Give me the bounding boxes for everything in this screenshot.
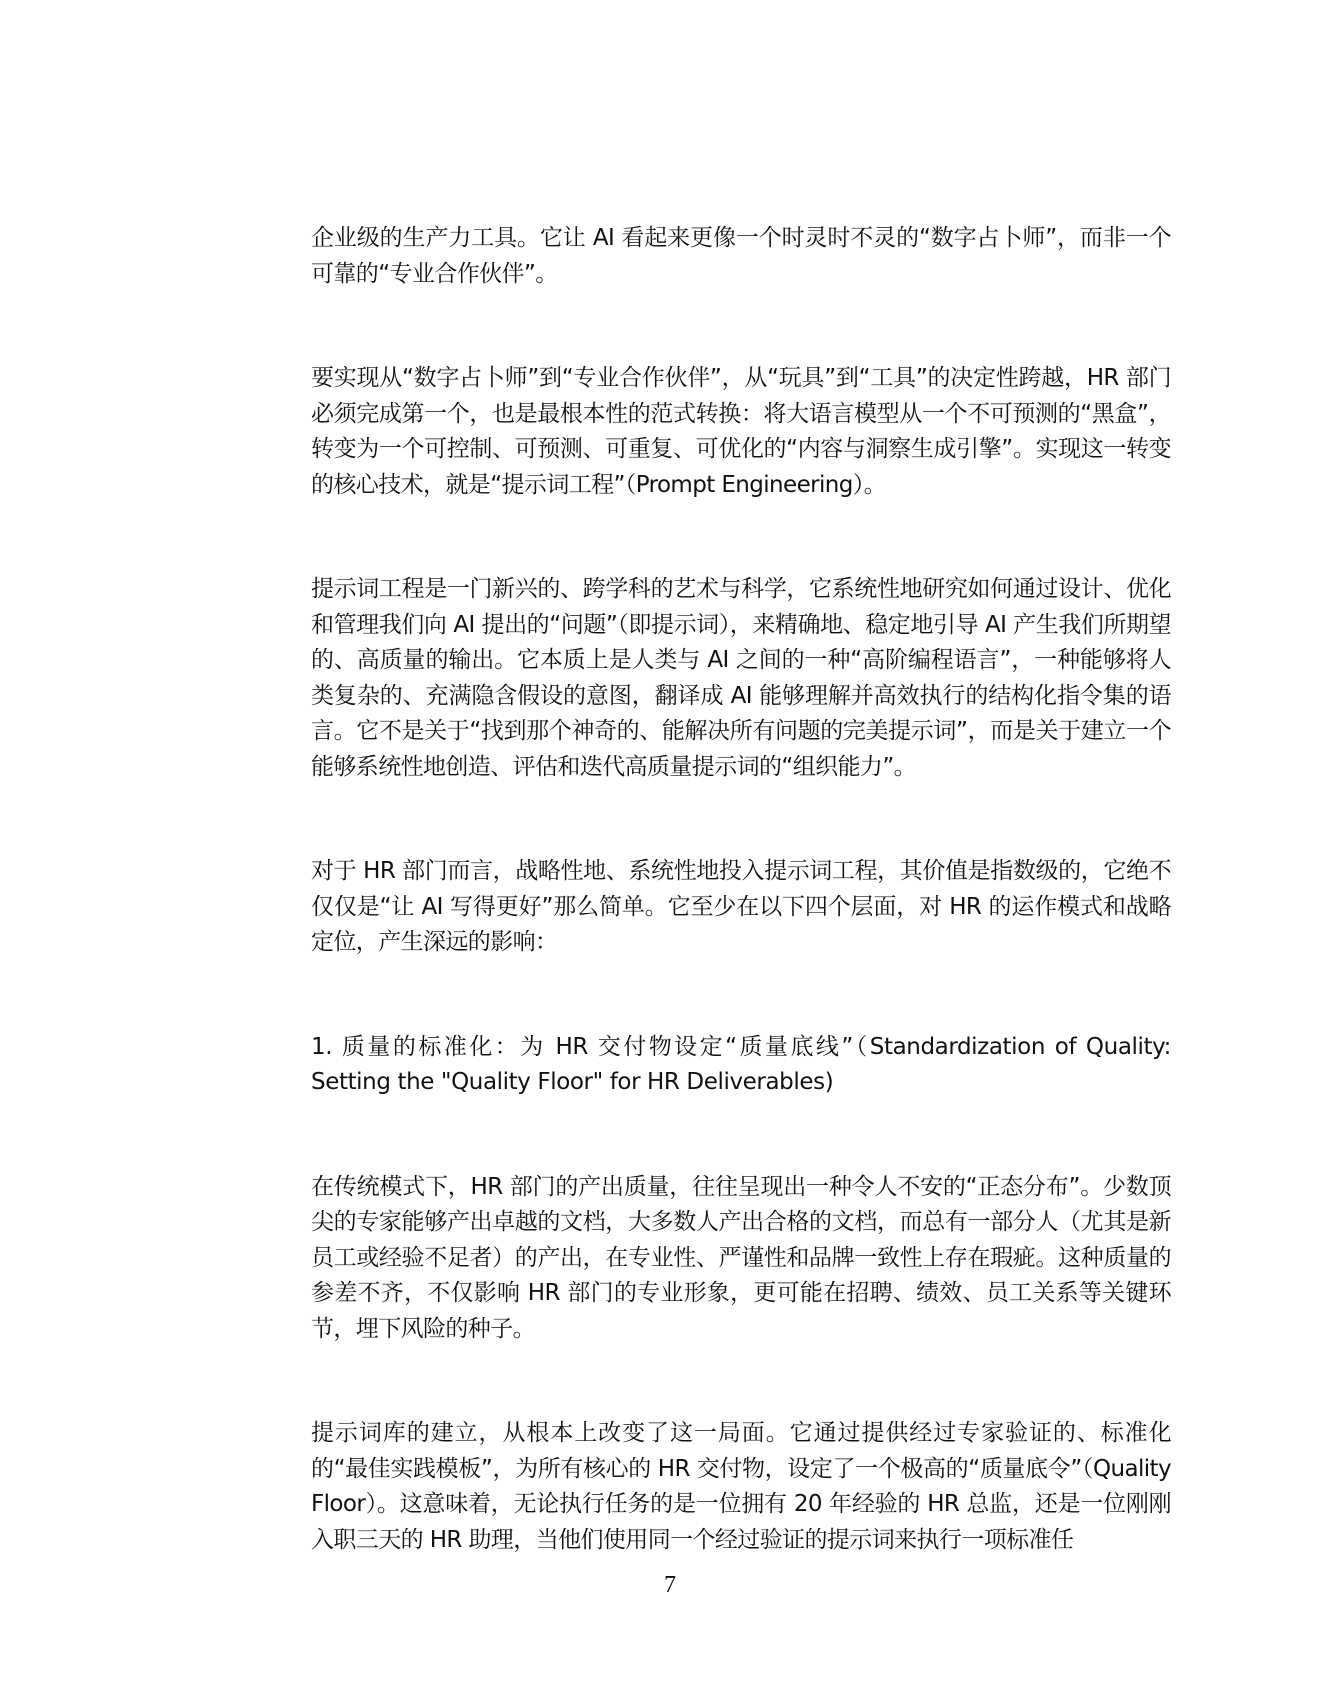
- paragraph-intro-continuation: 企业级的生产力工具。它让 AI 看起来更像一个时灵时不灵的“数字占卜师”，而非一个可靠的“专业合作伙伴”。: [311, 225, 1171, 287]
- page-number: 7: [664, 1572, 676, 1598]
- paragraph-hr-value: 对于 HR 部门而言，战略性地、系统性地投入提示词工程，其价值是指数级的，它绝不仅仅是“让 AI 写得更好”那么简单。它至少在以下四个层面，对 HR 的运作模式和战略定位，产生深远的影响：: [311, 858, 1171, 955]
- section-heading-quality-standardization: 1. 质量的标准化：为 HR 交付物设定“质量底线”（Standardization of Quality: Setting the "Quality Floor" for HR Deliverables): [311, 1033, 1171, 1095]
- paragraph-prompt-library: 提示词库的建立，从根本上改变了这一局面。它通过提供经过专家验证的、标准化的“最佳实践模板”，为所有核心的 HR 交付物，设定了一个极高的“质量底令”（Quality Floor）。这意味着，无论执行任务的是一位拥有 20 年经验的 HR 总监，还是一位刚刚入职三天的 HR 助理，当他们使用同一个经过验证的提示词来执行一项标准任: [311, 1420, 1171, 1553]
- paragraph-traditional-mode: 在传统模式下，HR 部门的产出质量，往往呈现出一种令人不安的“正态分布”。少数顶尖的专家能够产出卓越的文档，大多数人产出合格的文档，而总有一部分人（尤其是新员工或经验不足者）的产出，在专业性、严谨性和品牌一致性上存在瑕疵。这种质量的参差不齐，不仅影响 HR 部门的专业形象，更可能在招聘、绩效、员工关系等关键环节，埋下风险的种子。: [311, 1173, 1171, 1342]
- document-body: [311, 221, 1171, 1627]
- paragraph-prompt-engineering-definition: 提示词工程是一门新兴的、跨学科的艺术与科学，它系统性地研究如何通过设计、优化和管理我们向 AI 提出的“问题”（即提示词），来精确地、稳定地引导 AI 产生我们所期望的、高质量的输出。它本质上是人类与 AI 之间的一种“高阶编程语言”，一种能够将人类复杂的、充满隐含假设的意图，翻译成 AI 能够理解并高效执行的结构化指令集的语言。它不是关于“找到那个神奇的、能解决所有问题的完美提示词”，而是关于建立一个能够系统性地创造、评估和迭代高质量提示词的“组织能力”。: [311, 576, 1171, 780]
- paragraph-paradigm-shift: 要实现从“数字占卜师”到“专业合作伙伴”，从“玩具”到“工具”的决定性跨越，HR 部门必须完成第一个，也是最根本性的范式转换：将大语言模型从一个不可预测的“黑盒”，转变为一个可控制、可预测、可重复、可优化的“内容与洞察生成引擎”。实现这一转变的核心技术，就是“提示词工程”（Prompt Engineering）。: [311, 365, 1171, 498]
